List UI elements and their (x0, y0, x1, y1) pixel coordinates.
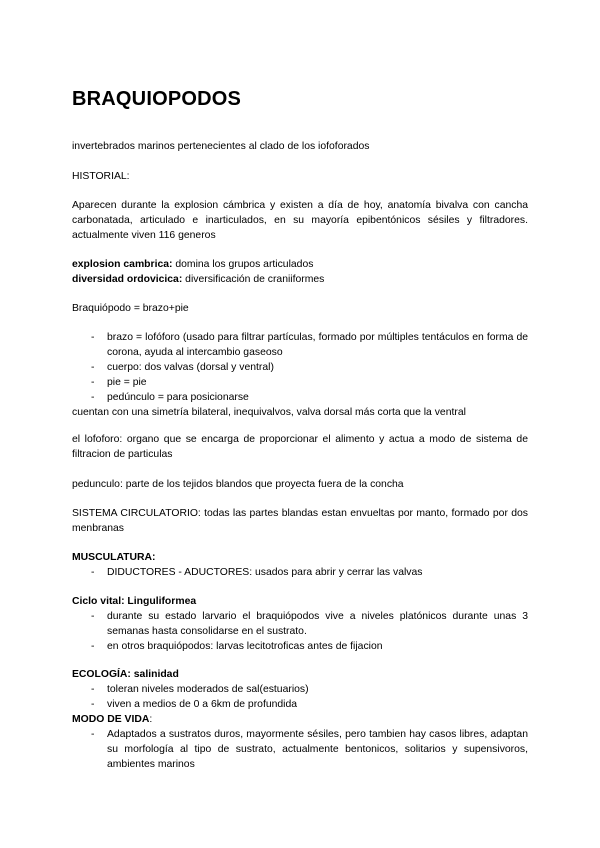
event-line (72, 257, 528, 272)
list-item: - en otros braquiópodos: larvas lecitotroficas antes de fijacion (72, 639, 528, 654)
musculatura-heading (72, 550, 528, 565)
list-item: - brazo = lofóforo (usado para filtrar partículas, formado por múltiples tentáculos en forma de corona, ayuda al intercambio gaseoso (72, 330, 528, 360)
musculatura-list (72, 565, 528, 580)
list-item: - pedúnculo = para posicionarse (72, 390, 528, 405)
modo-vida-colon: : (149, 714, 153, 725)
ciclo-section (72, 594, 528, 654)
list-item: - viven a medios de 0 a 6km de profundida (72, 697, 528, 712)
symmetry-text: cuentan con una simetría bilateral, inequivalvos, valva dorsal más corta que la ventral (72, 407, 466, 418)
list-item: - toleran niveles moderados de sal(estuarios) (72, 682, 528, 697)
event-line (72, 272, 528, 287)
historial-text: Aparecen durante la explosion cámbrica y existen a día de hoy, anatomía bivalva con cancha carbonatada, articulado e inarticulados, en su mayoría epibentónicos sésiles y filtradores. actualmente viven 116 generos (72, 200, 528, 241)
intro-text: invertebrados marinos pertenecientes al clado de los iofoforados (72, 141, 370, 152)
ecologia-section (72, 667, 528, 772)
list-item: - DIDUCTORES - ADUCTORES: usados para abrir y cerrar las valvas (72, 565, 528, 580)
list-item: - durante su estado larvario el braquiópodos vive a niveles platónicos durante unas 3 semanas hasta consolidarse en el sustrato. (72, 609, 528, 639)
anatomy-section (72, 330, 528, 420)
historial-heading: HISTORIAL: (72, 171, 130, 182)
ecologia-list (72, 682, 528, 712)
event-text: domina los grupos articulados (172, 259, 314, 270)
document-title: BRAQUIOPODOS (72, 88, 242, 110)
list-item: - Adaptados a sustratos duros, mayormente sésiles, pero tambien hay casos libres, adaptan su morfología al tipo de sustrato, actualmente bentonicos, solitarios y supensivoros, ambientes marinos (72, 727, 528, 772)
list-item: - pie = pie (72, 375, 528, 390)
ciclo-heading-text: Ciclo vital: Linguliformea (72, 596, 197, 607)
ciclo-list (72, 609, 528, 654)
ciclo-heading (72, 594, 528, 609)
musculatura-heading-text: MUSCULATURA: (72, 552, 156, 563)
event-term: explosion cambrica: (72, 259, 173, 270)
circulatorio-text: SISTEMA CIRCULATORIO: todas las partes blandas estan envueltas por manto, formado por dos menbranas (72, 508, 528, 534)
anatomy-list (72, 330, 528, 405)
modo-vida-list (72, 727, 528, 772)
list-item: - cuerpo: dos valvas (dorsal y ventral) (72, 360, 528, 375)
pedunculo-text: pedunculo: parte de los tejidos blandos que proyecta fuera de la concha (72, 479, 404, 490)
event-term: diversidad ordovicica: (72, 274, 183, 285)
events-block (72, 257, 528, 287)
musculatura-section (72, 550, 528, 580)
ecologia-heading (72, 667, 528, 682)
event-text: diversificación de craniiformes (182, 274, 325, 285)
modo-vida-heading (72, 712, 528, 727)
modo-vida-heading-text: MODO DE VIDA (72, 714, 150, 725)
anatomy-formula: Braquiópodo = brazo+pie (72, 303, 189, 314)
ecologia-heading-text: ECOLOGÍA: salinidad (72, 669, 179, 680)
lofoforo-text: el lofoforo: organo que se encarga de proporcionar el alimento y actua a modo de sistema de filtracion de particulas (72, 434, 528, 460)
